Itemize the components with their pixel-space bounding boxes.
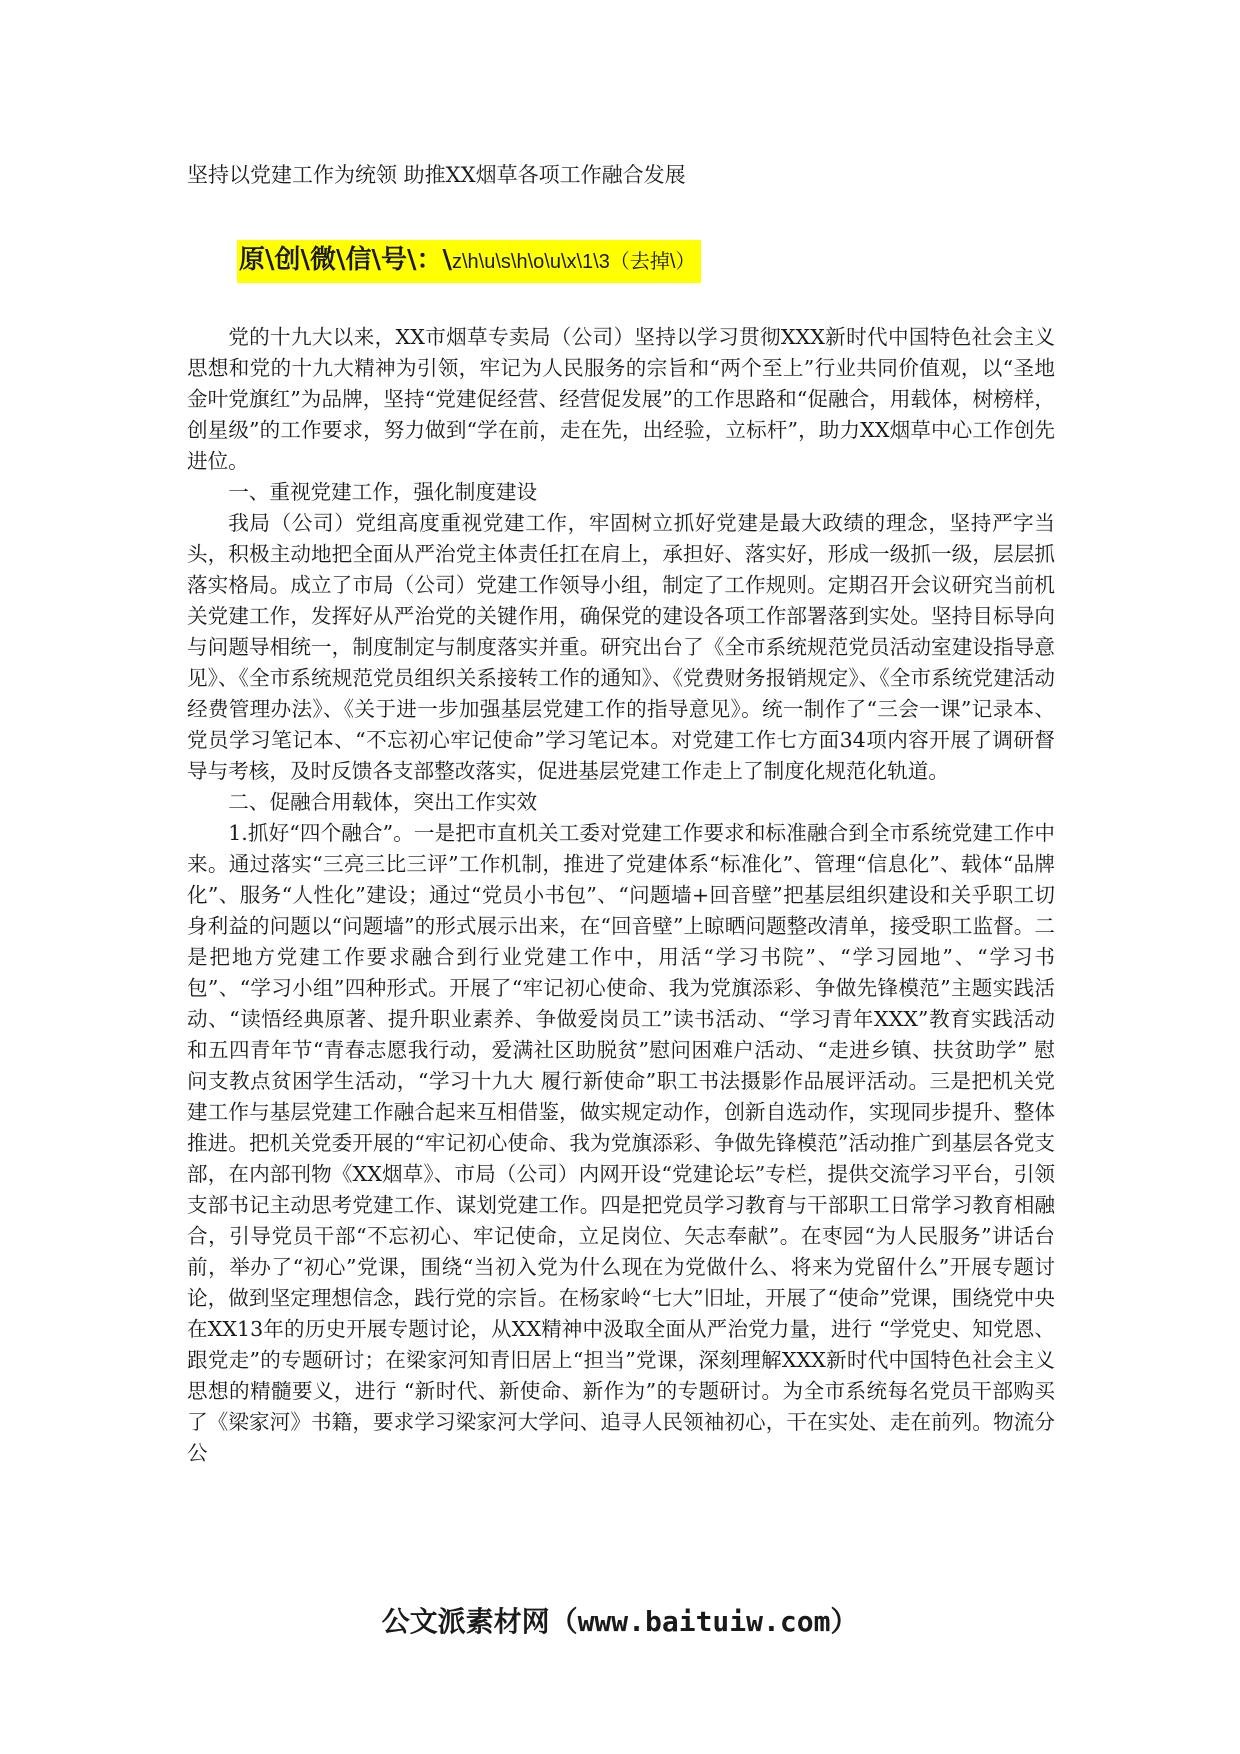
document-title: 坚持以党建工作为统领 助推XX烟草各项工作融合发展 xyxy=(187,163,686,187)
watermark-label: 原\创\微\信\号\：\ xyxy=(239,245,452,275)
section-heading-2: 二、促融合用载体，突出工作实效 xyxy=(228,790,538,814)
document-body xyxy=(187,322,1055,1469)
section-2-paragraph: 1.抓好“四个融合”。一是把市直机关工委对党建工作要求和标准融合到全市系统党建工作中来。通过落实“三亮三比三评”工作机制，推进了党建体系“标准化”、管理“信息化”、载体“品牌化”、服务“人性化”建设；通过“党员小书包”、“问题墙+回音壁”把基层组织建设和关乎职工切身利益的问题以“问题墙”的形式展示出来，在“回音壁”上晾晒问题整改清单，接受职工监督。二是把地方党建工作要求融合到行业党建工作中，用活“学习书院”、“学习园地”、“学习书包”、“学习小组”四种形式。开展了“牢记初心使命、我为党旗添彩、争做先锋模范”主题实践活动、“读悟经典原著、提升职业素养、争做爱岗员工”读书活动、“学习青年XXX”教育实践活动和五四青年节“青春志愿我行动，爱满社区助脱贫”慰问困难户活动、“走进乡镇、扶贫助学” 慰问支教点贫困学生活动，“学习十九大 履行新使命”职工书法摄影作品展评活动。三是把机关党建工作与基层党建工作融合起来互相借鉴，做实规定动作，创新自选动作，实现同步提升、整体推进。把机关党委开展的“牢记初心使命、我为党旗添彩、争做先锋模范”活动推广到基层各党支部，在内部刊物《XX烟草》、市局（公司）内网开设“党建论坛”专栏，提供交流学习平台，引领支部书记主动思考党建工作、谋划党建工作。四是把党员学习教育与干部职工日常学习教育相融合，引导党员干部“不忘初心、牢记使命，立足岗位、矢志奉献”。在枣园“为人民服务”讲话台前，举办了“初心”党课，围绕“当初入党为什么现在为党做什么、将来为党留什么”开展专题讨论，做到坚定理想信念，践行党的宗旨。在杨家岭“七大”旧址，开展了“使命”党课，围绕党中央在XX13年的历史开展专题讨论，从XX精神中汲取全面从严治党力量，进行 “学党史、知党恩、跟党走”的专题研讨；在梁家河知青旧居上“担当”党课，深刻理解XXX新时代中国特色社会主义思想的精髓要义，进行 “新时代、新使命、新作为”的专题研讨。为全市系统每名党员干部购买了《梁家河》书籍，要求学习梁家河大学问、追寻人民领袖初心，干在实处、走在前列。物流分公 xyxy=(187,821,1055,1465)
intro-paragraph: 党的十九大以来，XX市烟草专卖局（公司）坚持以学习贯彻XXX新时代中国特色社会主义思想和党的十九大精神为引领，牢记为人民服务的宗旨和“两个至上”行业共同价值观，以“圣地金叶党旗红”为品牌，坚持“党建促经营、经营促发展”的工作思路和“促融合，用载体，树榜样，创星级”的工作要求，努力做到“学在前，走在先，出经验，立标杆”，助力XX烟草中心工作创先进位。 xyxy=(187,325,1055,473)
watermark-code: z\h\u\s\h\o\u\x\1\3（去掉\） xyxy=(451,251,696,273)
watermark-highlight xyxy=(237,240,701,283)
section-1-paragraph: 我局（公司）党组高度重视党建工作，牢固树立抓好党建是最大政绩的理念，坚持严字当头，积极主动地把全面从严治党主体责任扛在肩上，承担好、落实好，形成一级抓一级，层层抓落实格局。成立了市局（公司）党建工作领导小组，制定了工作规则。定期召开会议研究当前机关党建工作，发挥好从严治党的关键作用，确保党的建设各项工作部署落到实处。坚持目标导向与问题导相统一，制度制定与制度落实并重。研究出台了《全市系统规范党员活动室建设指导意见》、《全市系统规范党员组织关系接转工作的通知》、《党费财务报销规定》、《全市系统党建活动经费管理办法》、《关于进一步加强基层党建工作的指导意见》。统一制作了“三会一课”记录本、党员学习笔记本、“不忘初心牢记使命”学习笔记本。对党建工作七方面34项内容开展了调研督导与考核，及时反馈各支部整改落实，促进基层党建工作走上了制度化规范化轨道。 xyxy=(187,511,1055,783)
section-heading-1: 一、重视党建工作，强化制度建设 xyxy=(228,480,538,504)
footer-site-label: 公文派素材网（www.baituiw.com） xyxy=(381,1605,859,1638)
